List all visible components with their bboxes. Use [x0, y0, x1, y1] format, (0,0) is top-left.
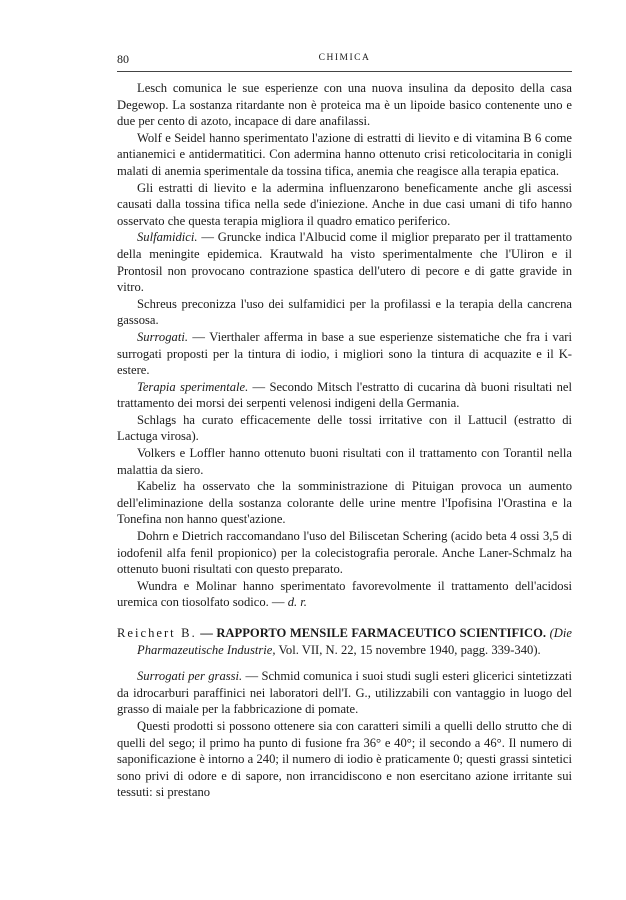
paragraph: Schreus preconizza l'uso dei sulfamidici per la profilassi e la terapia della cancrena gassosa.: [117, 296, 572, 328]
reference-details: Vol. VII, N. 22, 15 novembre 1940, pagg. 339-340).: [278, 642, 541, 657]
paragraph: Wolf e Seidel hanno sperimentato l'azione di estratti di lievito e di vitamina B 6 come antianemici e antidermatitici. Con adermina hanno ottenuto crisi reticolocitaria in conigli malati di anemia sperimentale da tossina tifica, anemia che reagisce alla terapia epatica.: [117, 130, 572, 178]
reference-journal: (Die Pharmazeutische Industrie,: [137, 626, 572, 657]
paragraph-surrogati: Surrogati. — Vierthaler afferma in base a sue esperienze sistematiche che fra i vari surrogati proposti per la tintura di iodio, i migliori sono la tintura di acquazite e il K-estere.: [117, 329, 572, 378]
paragraph-sulfamidici: Sulfamidici. — Gruncke indica l'Albucid come il miglior preparato per il trattamento della meningite epidemica. Krautwald ha visto sperimentalmente che l'Uliron e il Prontosil non provocano contrazione spastica dell'utero di pecore e di gatte gravide in vitro.: [117, 230, 572, 295]
paragraph: Schlags ha curato efficacemente delle tossi irritative con il Lattucil (estratto di Lactuga virosa).: [117, 412, 572, 444]
bibliographic-reference: [117, 625, 572, 658]
paragraph-terapia-sperimentale: Terapia sperimentale. — Secondo Mitsch l'estratto di cucarina dà buoni risultati nel trattamento dei morsi dei serpenti velenosi indigeni della Germania.: [117, 379, 572, 411]
paragraph: Kabeliz ha osservato che la somministrazione di Pituigan provoca un aumento dell'eliminazione della sostanza colorante delle urine mentre l'Ipofisina l'Orastina e la Tonefina non hanno quest'azione.: [117, 479, 572, 527]
section-lead: Surrogati per grassi.: [137, 669, 243, 684]
paragraph: Questi prodotti si possono ottenere sia con caratteri simili a quelli dello strutto che di quelli del sego; il primo ha punto di fusione fra 36° e 40°; il secondo a 46°. Il numero di saponificazione è intorno a 240; il numero di iodio è praticamente 0; questi grassi sintetici sono privi di odore e di sapore, non irrancidiscono e non esercitano azione irritante sui tessuti: si prestano: [117, 718, 572, 800]
section-lead: Surrogati.: [137, 329, 188, 344]
author-signature: d. r.: [287, 595, 307, 610]
article-body: [117, 80, 572, 801]
paragraph-surrogati-per-grassi: Surrogati per grassi. — Schmid comunica i suoi studi sugli esteri glicerici sintetizzati da idrocarburi paraffinici nei laboratori dell'I. G., utilizzabili con vantaggio in luogo del grasso di maiale per la fabbricazione di pomate.: [117, 669, 572, 717]
paragraph: Volkers e Loffler hanno ottenuto buoni risultati con il trattamento con Torantil nella malattia da siero.: [117, 446, 572, 477]
running-title: CHIMICA: [318, 53, 371, 63]
paragraph: Gli estratti di lievito e la adermina influenzarono beneficamente anche gli ascessi causati dalla tossina tifica nella sede d'iniezione. Anche in due casi umani di tifo hanno osservato che questa terapia migliora il quadro ematico periferico.: [117, 180, 572, 228]
running-head: [117, 52, 572, 70]
paragraph: Dohrn e Dietrich raccomandano l'uso del Biliscetan Schering (acido beta 4 ossi 3,5 di iodofenil alfa fenil propionico) per la colecistografia perorale. Anche Laner-Schmalz ha ottenuto buoni risultati con questo preparato.: [117, 529, 572, 577]
section-lead: Terapia sperimentale.: [137, 379, 249, 394]
paragraph: Lesch comunica le sue esperienze con una nuova insulina da deposito della casa Degewop. La sostanza ritardante non è proteica ma è un lipoide basico contenente uno e due per cento di azoto, incapace di dare anafilassi.: [117, 81, 572, 129]
paragraph: Wundra e Molinar hanno sperimentato favorevolmente il trattamento dell'acidosi uremica con tiosolfato sodico. — d. r.: [117, 578, 572, 610]
header-rule: [117, 71, 572, 72]
reference-author: Reichert B.: [117, 626, 197, 640]
reference-title: — RAPPORTO MENSILE FARMACEUTICO SCIENTIFICO.: [200, 626, 547, 640]
page-number: 80: [117, 52, 129, 66]
section-lead: Sulfamidici.: [137, 230, 198, 245]
